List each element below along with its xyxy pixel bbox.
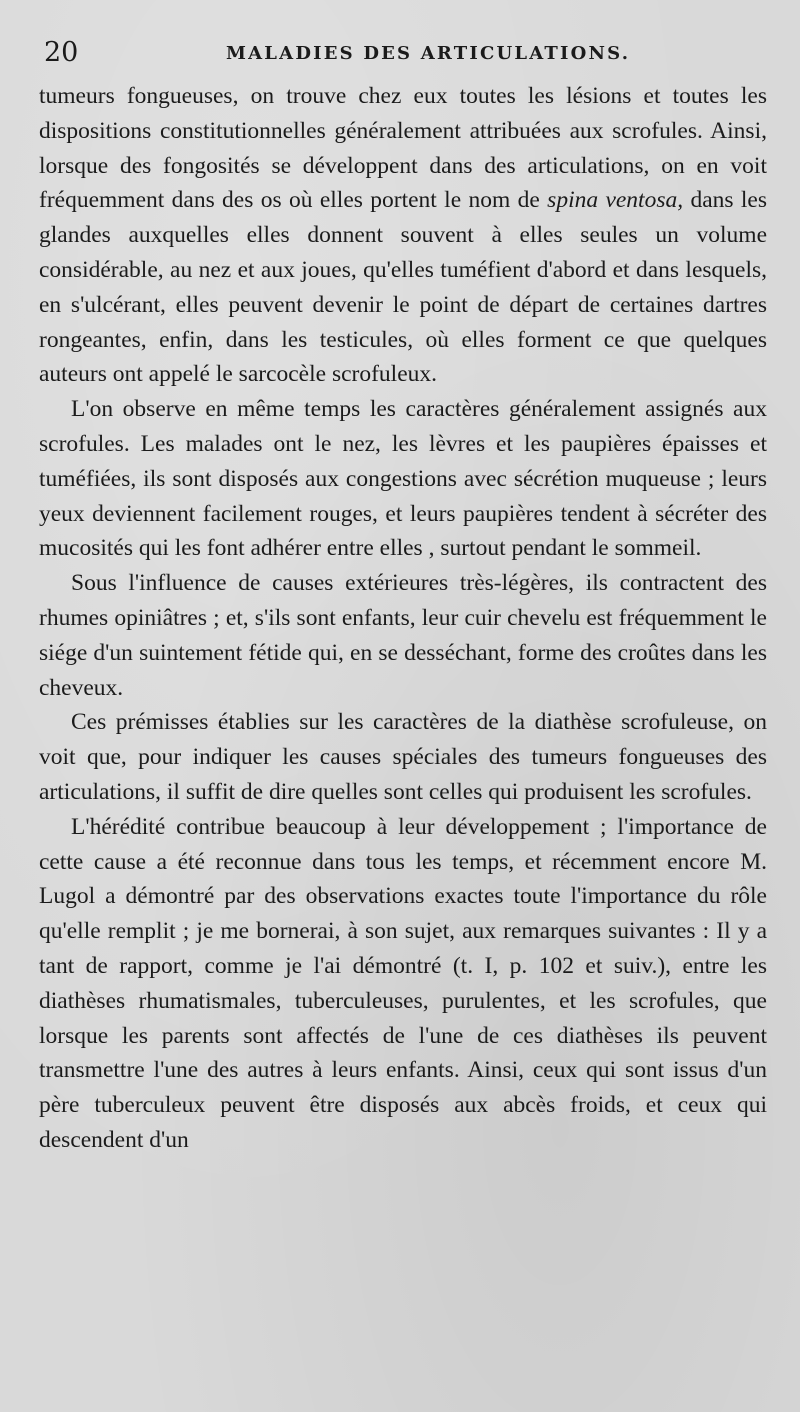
paragraph-5: L'hérédité contribue beaucoup à leur développement ; l'importance de cette cause a été reconnue dans tous les temps, et récemment encore M. Lugol a démontré par des observations exactes toute l'importance du rôle qu'elle remplit ; je me bornerai, à son sujet, aux remarques suivantes : Il y a tant de rapport, comme je l'ai démontré (t. I, p. 102 et suiv.), entre les diathèses rhumatismales, tuberculeuses, purulentes, et les scrofules, que lorsque les parents sont affectés de l'une de ces diathèses ils peuvent transmettre l'une des autres à leurs enfants. Ainsi, ceux qui sont issus d'un père tuberculeux peuvent être disposés aux abcès froids, et ceux qui descendent d'un (39, 813, 767, 1153)
paragraph-3: Sous l'influence de causes extérieures très-légères, ils contractent des rhumes opiniâtres ; et, s'ils sont enfants, leur cuir chevelu est fréquemment le siége d'un suintement fétide qui, en se desséchant, forme des croûtes dans les cheveux. (39, 570, 767, 701)
latin-term-spina-ventosa: spina ventosa, (547, 187, 684, 214)
page-number: 20 (44, 37, 79, 68)
paragraph-1-text-start: tumeurs fongueuses, on trouve chez eux toutes les lésions et toutes les dispositions constitutionnelles généralement attribuées aux scrofules. Ainsi, lorsque des fongosités se développent dans des articulations, on en voit fréquemment dans des os où elles portent le nom de (39, 83, 767, 214)
paragraph-1-text-end: dans les glandes auxquelles elles donnent souvent à elles seules un volume considérable, au nez et aux joues, qu'elles tuméfient d'abord et dans lesquels, en s'ulcérant, elles peuvent devenir le point de départ de certaines dartres rongeantes, enfin, dans les testicules, où elles forment ce que quelques auteurs ont appelé le sarcocèle scrofuleux. (39, 187, 768, 388)
paragraph-2: L'on observe en même temps les caractères généralement assignés aux scrofules. Les malades ont le nez, les lèvres et les paupières épaisses et tuméfiées, ils sont disposés aux congestions avec sécrétion muqueuse ; leurs yeux deviennent facilement rouges, et leurs paupières tendent à sécréter des mucosités qui les font adhérer entre elles , surtout pendant le sommeil. (39, 396, 767, 562)
paragraph-4: Ces prémisses établies sur les caractères de la diathèse scrofuleuse, on voit que, pour indiquer les causes spéciales des tumeurs fongueuses des articulations, il suffit de dire quelles sont celles qui produisent les scrofules. (39, 709, 767, 805)
paragraph-1 (39, 79, 767, 392)
page-header (44, 36, 766, 70)
running-title: MALADIES DES ARTICULATIONS. (226, 43, 631, 64)
body-text (39, 79, 767, 1158)
